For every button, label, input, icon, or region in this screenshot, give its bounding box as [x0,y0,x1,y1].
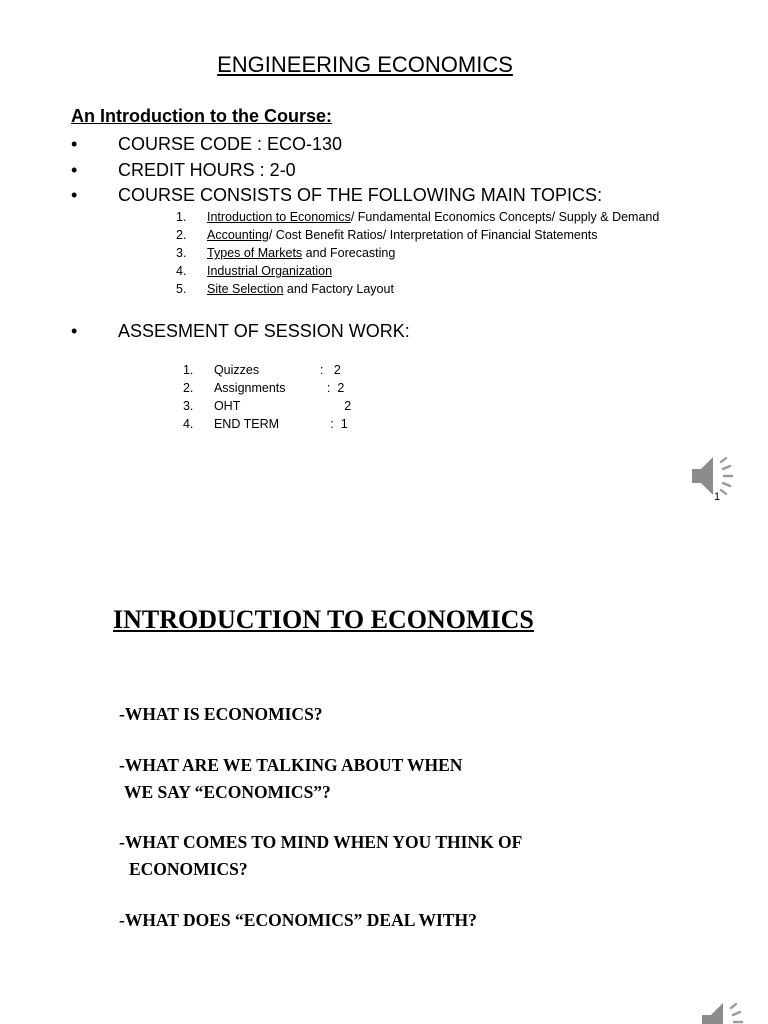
question-comes-to-mind-line1: -WHAT COMES TO MIND WHEN YOU THINK OF [119,832,523,852]
question-comes-to-mind-line2: ECONOMICS? [129,859,248,879]
topic-item [176,262,332,280]
bullet: • [71,321,78,341]
bullet: • [71,160,78,180]
topic-number: 3. [176,246,187,260]
topic-link[interactable]: Types of Markets [207,246,303,260]
topic-item [176,244,395,262]
assessment-heading-row [71,320,410,342]
topic-number: 5. [176,282,187,296]
topic-rest: / Cost Benefit Ratios/ Interpretation of Financial Statements [268,228,598,242]
course-code-text: COURSE CODE : ECO-130 [118,134,343,154]
assessment-number: 3. [182,399,194,413]
topic-item [176,208,659,226]
assessment-number: 4. [182,417,194,431]
slide1-title: ENGINEERING ECONOMICS [217,52,513,77]
course-code-row [71,133,342,155]
speaker-body [692,457,713,495]
topic-rest: and Forecasting [302,246,396,260]
topics-heading-text: COURSE CONSISTS OF THE FOLLOWING MAIN TOPICS: [118,185,603,205]
assessment-label: END TERM [213,417,280,431]
speaker-body [702,1003,723,1024]
course-intro-heading: An Introduction to the Course: [71,106,332,126]
slide-number: 1 [714,491,721,503]
question-talking-about-line1: -WHAT ARE WE TALKING ABOUT WHEN [119,755,463,775]
speaker-waves [731,1004,742,1022]
topic-number: 2. [176,228,187,242]
topic-number: 1. [176,210,187,224]
topic-link[interactable]: Accounting [207,228,269,242]
question-what-is-economics: -WHAT IS ECONOMICS? [119,704,323,724]
assessment-heading-text: ASSESMENT OF SESSION WORK: [118,321,410,341]
assessment-value: 2 [319,399,352,413]
assessment-value: : 2 [319,363,341,377]
speaker-icon[interactable] [700,998,748,1024]
credit-hours-row [71,159,296,181]
bullet: • [71,185,78,205]
topic-link[interactable]: Industrial Organization [207,264,333,278]
assessment-item [176,397,348,433]
topic-rest: and Factory Layout [283,282,394,296]
assessment-label: Quizzes [213,363,260,377]
topic-link[interactable]: Introduction to Economics [207,210,351,224]
credit-hours-text: CREDIT HOURS : 2-0 [118,160,296,180]
speaker-waves [721,458,732,494]
bullet: • [71,134,78,154]
assessment-number: 2. [182,381,194,395]
topic-rest: / Fundamental Economics Concepts/ Supply & Demand [350,210,660,224]
assessment-label: OHT [213,399,241,413]
assessment-number: 1. [182,363,194,377]
topic-number: 4. [176,264,187,278]
question-talking-about-line2: WE SAY “ECONOMICS”? [124,782,331,802]
assessment-value: : 2 [319,381,345,395]
slide2-title: INTRODUCTION TO ECONOMICS [113,605,534,634]
assessment-label: Assignments [213,381,286,395]
topic-link[interactable]: Site Selection [207,282,284,296]
question-deal-with: -WHAT DOES “ECONOMICS” DEAL WITH? [119,910,477,930]
assessment-value: : 1 [319,417,348,431]
topic-item [176,226,598,244]
topic-item [176,280,394,298]
topics-heading-row [71,184,602,206]
